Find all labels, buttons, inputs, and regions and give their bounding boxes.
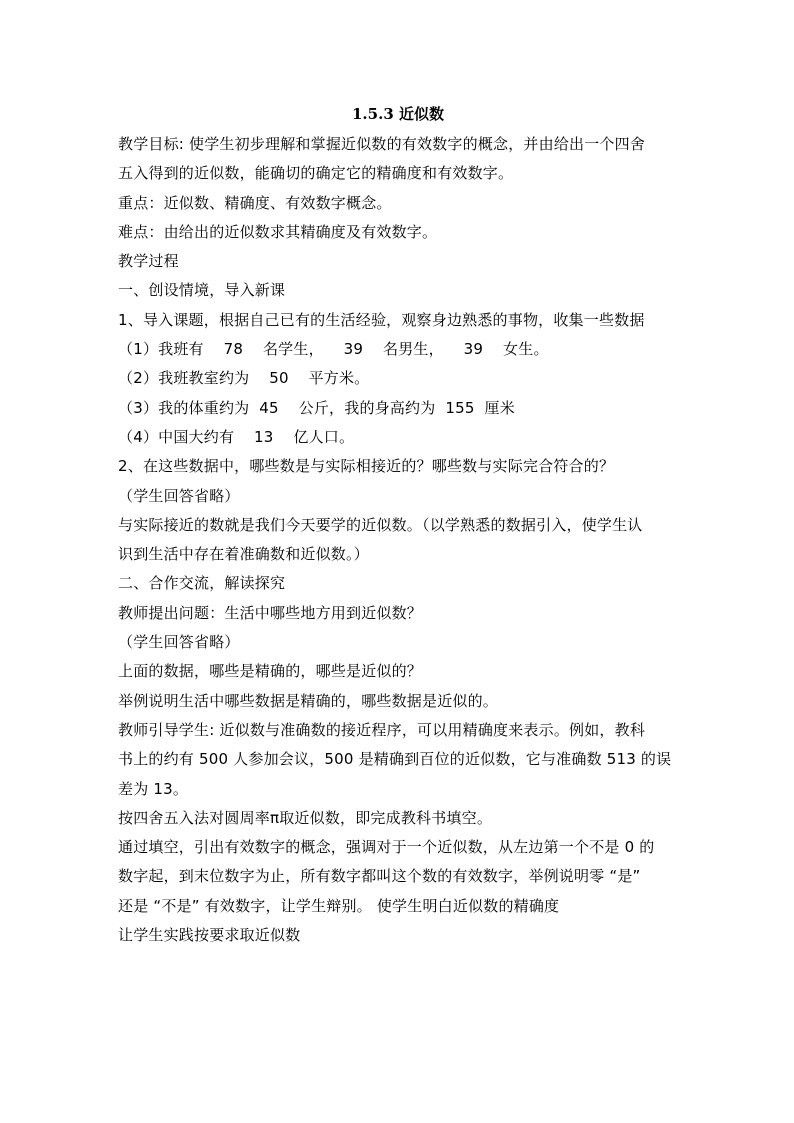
text-line: 难点：由给出的近似数求其精确度及有效数字。: [118, 222, 438, 241]
text-line: 教学目标: 使学生初步理解和掌握近似数的有效数字的概念，并由给出一个四舍: [118, 135, 646, 153]
text-line: 教师引导学生: 近似数与准确数的接近程序，可以用精确度来表示。例如，教科: [118, 720, 646, 739]
list-item: （1）我班有 78 名学生， 39 名男生， 39 女生。: [118, 340, 549, 359]
list-item: （3）我的体重约为 45 公斤，我的身高约为 155 厘米: [118, 398, 515, 417]
text-line: 重点：近似数、精确度、有效数字概念。: [118, 193, 392, 212]
text-line: 差为 13。: [118, 779, 189, 798]
text-line: 识到生活中存在着准确数和近似数。）: [118, 545, 369, 564]
text-line: 让学生实践按要求取近似数: [118, 926, 301, 945]
section-heading: 一、创设情境，导入新课: [118, 281, 286, 300]
document-body: [118, 100, 678, 950]
text-line: 教师提出问题：生活中哪些地方用到近似数？: [118, 603, 423, 622]
text-line: 教学过程: [118, 252, 179, 271]
list-item: （4）中国大约有 13 亿人口。: [118, 427, 355, 446]
text-line: 还是 “不是” 有效数字，让学生辩别。 使学生明白近似数的精确度: [118, 896, 560, 915]
section-heading: 二、合作交流，解读探究: [118, 574, 286, 593]
text-line: （学生回答省略）: [118, 633, 240, 652]
text-line: 2、在这些数据中，哪些数是与实际相接近的？哪些数与实际完合符合的？: [118, 457, 615, 476]
text-line: 五入得到的近似数，能确切的确定它的精确度和有效数字。: [118, 164, 514, 183]
text-line: 上面的数据，哪些是精确的，哪些是近似的？: [118, 662, 423, 681]
text-line: 举例说明生活中哪些数据是精确的，哪些数据是近似的。: [118, 691, 499, 710]
list-item: （2）我班教室约为 50 平方米。: [118, 369, 370, 388]
text-line: 与实际接近的数就是我们今天要学的近似数。（以学熟悉的数据引入，使学生认: [118, 515, 643, 534]
page-title: 1.5.3 近似数: [352, 105, 444, 123]
text-line: 1、导入课题，根据自己已有的生活经验，观察身边熟悉的事物，收集一些数据: [118, 310, 645, 329]
text-line: 数字起，到末位数字为止，所有数字都叫这个数的有效数字，举例说明零 “是”: [118, 867, 641, 886]
text-line: 按四舍五入法对圆周率π取近似数，即完成教科书填空。: [118, 808, 493, 827]
text-line: 书上的约有 500 人参加会议，500 是精确到百位的近似数，它与准确数 513 的误: [118, 750, 672, 769]
text-line: （学生回答省略）: [118, 486, 240, 505]
text-line: 通过填空，引出有效数字的概念，强调对于一个近似数，从左边第一个不是 0 的: [118, 838, 655, 857]
